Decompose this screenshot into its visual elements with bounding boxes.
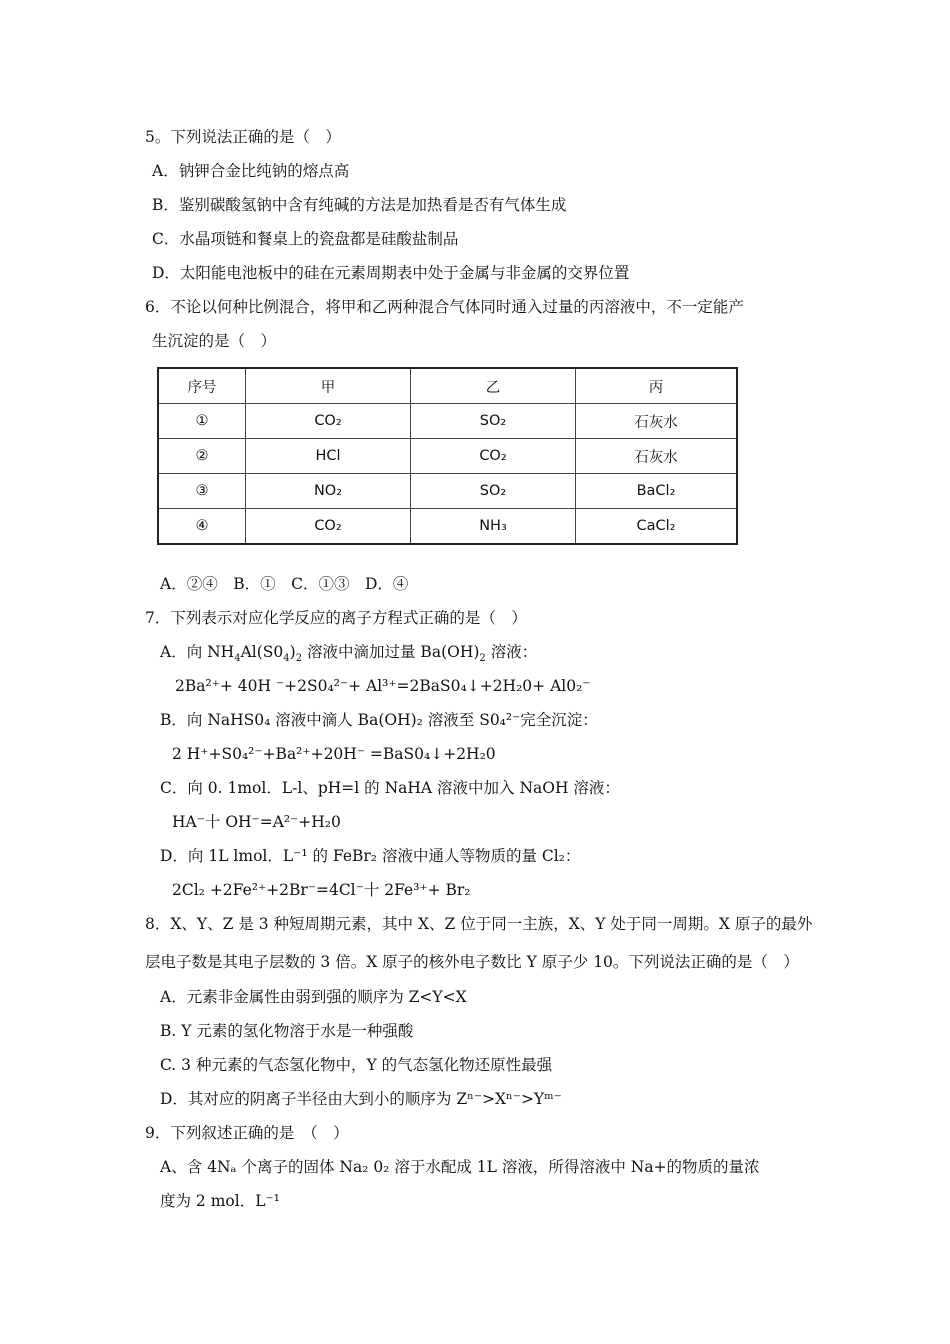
table-cell: SO₂: [411, 404, 576, 439]
q7-option-a: A．向 $NH_4Al(S0_4)_2$ 溶液中滴加过量 $Ba(OH)_2$ 溶液：: [160, 643, 538, 665]
q6-options: A．②④ B．① C．①③ D．④: [160, 575, 409, 593]
q5-stem: 5。下列说法正确的是（ ）: [145, 128, 341, 146]
q6-stem-line2: 生沉淀的是（ ）: [152, 332, 277, 350]
table-header-cell: 丙: [576, 368, 738, 404]
q8-option-a: A．元素非金属性由弱到强的顺序为 Z<Y<X: [160, 988, 467, 1006]
table-cell: CaCl₂: [576, 509, 738, 545]
table-cell: CO₂: [411, 439, 576, 474]
q7-option-d: D．向 1L lmol．L⁻¹ 的 FeBr₂ 溶液中通人等物质的量 Cl₂：: [160, 847, 581, 865]
q7-equation-a: 2Ba²⁺+ 40H ⁻+2S0₄²⁻+ Al³⁺=2BaS0₄↓+2H₂0+ Al0₂⁻: [175, 677, 591, 695]
table-cell: 石灰水: [576, 404, 738, 439]
q8-option-c: C. 3 种元素的气态氢化物中，Y 的气态氢化物还原性最强: [160, 1056, 553, 1074]
table-cell: BaCl₂: [576, 474, 738, 509]
q8-option-d: D．其对应的阴离子半径由大到小的顺序为 Zⁿ⁻>Xⁿ⁻>Yᵐ⁻: [160, 1090, 562, 1108]
q6-table: [157, 367, 738, 545]
table-cell: ①: [158, 404, 246, 439]
q7-stem: 7．下列表示对应化学反应的离子方程式正确的是（ ）: [145, 609, 527, 627]
q5-option-b: B．鉴别碳酸氢钠中含有纯碱的方法是加热看是否有气体生成: [152, 196, 567, 214]
q7-equation-b: 2 H⁺+S0₄²⁻+Ba²⁺+20H⁻ =BaS0₄↓+2H₂0: [172, 745, 496, 763]
table-cell: NO₂: [246, 474, 411, 509]
q8-stem-line2: 层电子数是其电子层数的 3 倍。X 原子的核外电子数比 Y 原子少 10。下列说法正确的是（ ）: [145, 953, 799, 971]
table-cell: CO₂: [246, 404, 411, 439]
q7-option-c: C．向 0. 1mol．L-l、pH=l 的 NaHA 溶液中加入 NaOH 溶液：: [160, 779, 620, 797]
q8-option-b: B. Y 元素的氢化物溶于水是一种强酸: [160, 1022, 414, 1040]
table-header-row: [158, 368, 737, 404]
table-cell: 石灰水: [576, 439, 738, 474]
q9-option-a-line2: 度为 2 mol．L⁻¹: [160, 1192, 280, 1210]
q9-option-a-line1: A、含 4Nₐ 个离子的固体 Na₂ 0₂ 溶于水配成 1L 溶液，所得溶液中 Na+的物质的量浓: [160, 1158, 760, 1176]
table-row: [158, 439, 737, 474]
table-cell: ④: [158, 509, 246, 545]
table-header-cell: 序号: [158, 368, 246, 404]
table-cell: CO₂: [246, 509, 411, 545]
table-cell: ③: [158, 474, 246, 509]
q5-option-c: C．水晶项链和餐桌上的瓷盘都是硅酸盐制品: [152, 230, 459, 248]
q6-stem-line1: 6．不论以何种比例混合，将甲和乙两种混合气体同时通入过量的丙溶液中，不一定能产: [145, 298, 744, 316]
table-header-cell: 甲: [246, 368, 411, 404]
q7-option-b: B．向 NaHS0₄ 溶液中滴人 Ba(OH)₂ 溶液至 S0₄²⁻完全沉淀：: [160, 711, 598, 729]
q8-stem-line1: 8．X、Y、Z 是 3 种短周期元素，其中 X、Z 位于同一主族，X、Y 处于同一周期。X 原子的最外: [145, 915, 813, 933]
table-header-cell: 乙: [411, 368, 576, 404]
table-row: [158, 509, 737, 545]
table-cell: SO₂: [411, 474, 576, 509]
q7-equation-c: HA⁻十 OH⁻=A²⁻+H₂0: [172, 813, 341, 831]
table-row: [158, 474, 737, 509]
table-cell: HCl: [246, 439, 411, 474]
table-cell: NH₃: [411, 509, 576, 545]
q5-option-d: D．太阳能电池板中的硅在元素周期表中处于金属与非金属的交界位置: [152, 264, 630, 282]
table-cell: ②: [158, 439, 246, 474]
table-row: [158, 404, 737, 439]
q7-equation-d: 2Cl₂ +2Fe²⁺+2Br⁻=4Cl⁻十 2Fe³⁺+ Br₂: [172, 881, 471, 899]
q5-option-a: A．钠钾合金比纯钠的熔点高: [152, 162, 350, 180]
q9-stem: 9．下列叙述正确的是 （ ）: [145, 1124, 349, 1142]
